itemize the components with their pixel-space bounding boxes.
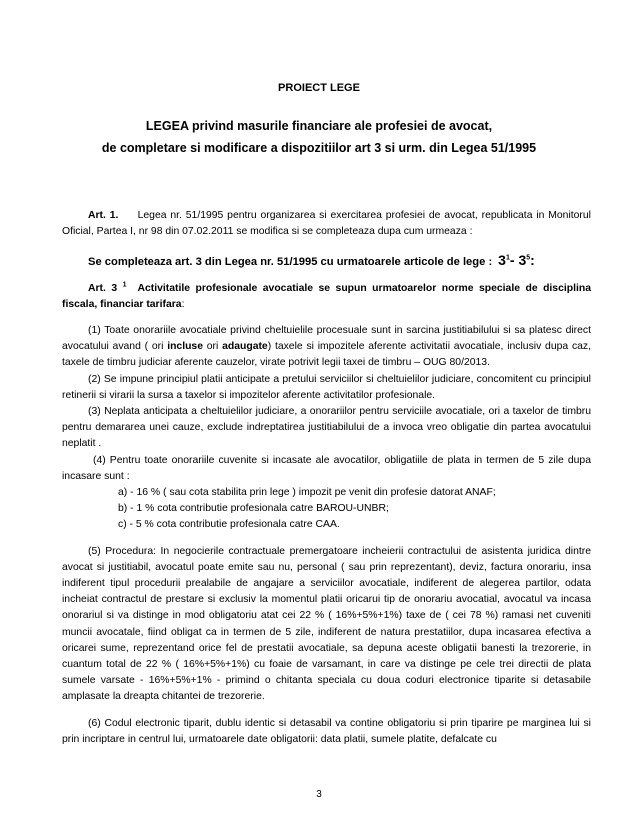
article-3-1-tail: : (181, 298, 185, 310)
range-suffix: : (530, 252, 535, 269)
article-3-1 (62, 281, 591, 313)
paragraph-1 (62, 323, 591, 372)
range-end-sup: 5 (526, 254, 531, 262)
law-title (0, 115, 638, 159)
article-3-1-label: Art. 3 (88, 282, 118, 294)
paragraph-1-bold-2: adaugate (222, 341, 268, 353)
range-start-sup: 1 (505, 254, 510, 262)
paragraph-4: (4) Pentru toate onorariile cuvenite si incasate ale avocatilor, obligatiile de plata in termen de 5 zile dupa incasare sunt : (62, 454, 591, 482)
law-title-line-1: LEGEA privind masurile financiare ale profesiei de avocat, (145, 119, 493, 133)
list-item-a: a) - 16 % ( sau cota stabilita prin lege ) impozit pe venit din profesie datorat ANAF; (118, 487, 496, 499)
paragraph-1-part-1: (1) Toate onorariile avocatiale privind cheltuielile procesuale sunt in sarcina justitiabilului si sa platesc direct avocatului avand ( ori (62, 325, 591, 353)
page-number: 3 (316, 789, 322, 800)
list-item-c: c) - 5 % cota contributie profesionala catre CAA. (118, 519, 340, 531)
paragraph-1-bold-1: incluse (167, 341, 203, 353)
paragraph-1-part-3: ) taxele si impozitele aferente activitatii avocatiale, inclusiv dupa caz, taxele de timbru judiciar aferente cauzelor, virate potrivit legii taxei de timbru – OUG 80/2013. (62, 341, 591, 369)
list-item-b: b) - 1 % cota contributie profesionala catre BAROU-UNBR; (118, 503, 389, 515)
law-title-line-2: de completare si modificare a dispozitiilor art 3 si urm. din Legea 51/1995 (101, 141, 537, 155)
paragraph-1-part-2: ori (203, 341, 223, 353)
article-1 (62, 208, 591, 240)
range-end: 3 (518, 252, 527, 269)
range-separator: - (509, 252, 519, 269)
paragraph-3: (3) Neplata anticipata a cheltuielilor judiciare, a onorariilor pentru serviciile avocatiale, ori a taxelor de timbru pentru demararea unei cauze, exclude indreptatirea justitiabilului de a invoca vreo obligatie din partea avocatului neplatit . (62, 406, 591, 450)
article-3-1-sup: 1 (122, 281, 127, 289)
article-3-1-text: Activitatile profesionale avocatiale se supun urmatoarelor norme speciale de disciplina fiscala, financiar tarifara (62, 282, 592, 310)
article-range (498, 252, 535, 268)
paragraph-6: (6) Codul electronic tiparit, dublu identic si detasabil va contine obligatoriu si prin tiparire pe marginea lui si prin incriptare in centrul lui, urmatoarele date obligatorii: data platii, sumele platite, defalcate cu (62, 717, 591, 745)
article-1-label: Art. 1. (88, 210, 119, 221)
completion-text: Se completeaza art. 3 din Legea nr. 51/1995 cu urmatoarele articole de lege : (88, 256, 493, 269)
document-body (62, 208, 591, 748)
completion-statement (62, 252, 591, 270)
paragraph-2: (2) Se impune principiul platii anticipate a pretului serviciilor si cheltuielilor judiciare, concomitent cu principiul retinerii si virarii la sursa a taxelor si impozitelor aferente activitatilor profesionale. (62, 373, 591, 401)
article-1-text: Legea nr. 51/1995 pentru organizarea si exercitarea profesiei de avocat, republicata in Monitorul Oficial, Partea I, nr 98 din 07.02.2011 se modifica si se completeaza dupa cum urmeaza : (62, 210, 591, 238)
paragraph-5: (5) Procedura: In negocierile contractuale premergatoare incheierii contractului de asistenta juridica dintre avocat si justitiabil, avocatul poate emite sau nu, personal ( sau prin reprezentant), deviz, factura onorariu, insa indiferent tipul procedurii prealabile de angajare a serviciilor avocatiale, indiferent de alegerea partilor, odata incheiat contractul de prestare si exclusiv la momentul platii oricarui tip de onorariu avocatial, avocatul va incasa onorariul si va distinge in mod obligatoriu atat cei 22 % ( 16%+5%+1%) taxe de ( cei 78 %) ramasi net cuveniti muncii avocatale, fiind obligat ca in termen de 5 zile, indiferent de natura prestatiilor, dupa incasarea efectiva a oricarei sume, reprezentand orice fel de prestatii avocatiale, sa depuna aceste obligatii banesti la trezorerie, in cuantum total de 22 % ( 16%+5%+1%) cu foaie de varsamant, in care va distinge pe cele trei directii de plata sumele varsate - 16%+5%+1% - primind o chitanta speciala cu doua coduri electronice tiparite si detasabile amplasate la dreapta chitantei de trezorerie. (62, 545, 591, 703)
range-start: 3 (498, 252, 506, 269)
project-label: PROIECT LEGE (278, 82, 360, 94)
